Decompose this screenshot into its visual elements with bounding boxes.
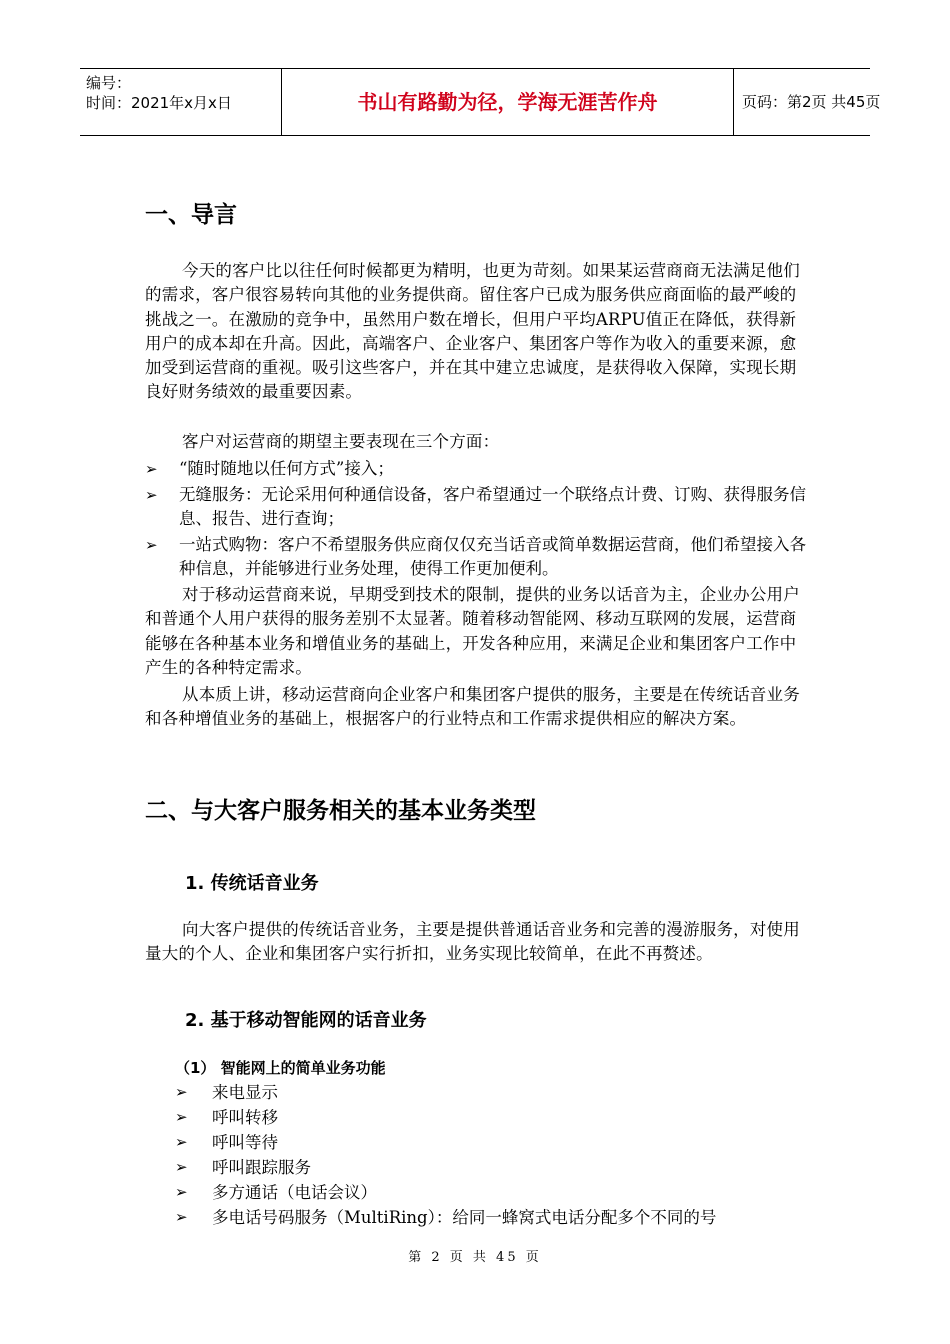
subsubsection-title-simple-functions: （1） 智能网上的简单业务功能	[175, 1059, 386, 1077]
arrow-bullet-icon: ➢	[175, 1083, 188, 1101]
arrow-bullet-icon: ➢	[175, 1158, 188, 1176]
header-motto: 书山有路勤为径，学海无涯苦作舟	[282, 69, 734, 135]
subsection-title-traditional-voice: 1. 传统话音业务	[185, 873, 319, 894]
page-header	[80, 68, 881, 136]
traditional-voice-paragraph: 向大客户提供的传统话音业务，主要是提供普通话音业务和完善的漫游服务，对使用量大的个人、企业和集团客户实行折扣，业务实现比较简单，在此不再赘述。	[145, 920, 800, 964]
intro-bullet-3: ➢ 一站式购物：客户不希望服务供应商仅仅充当话音或简单数据运营商，他们希望接入各种信息，并能够进行业务处理，使得工作更加便利。	[145, 535, 806, 579]
header-meta	[80, 69, 282, 135]
list-item: ➢ 来电显示	[175, 1080, 815, 1105]
subsection-title-intelligent-network: 2. 基于移动智能网的话音业务	[185, 1010, 427, 1031]
intro-paragraph-2: 客户对运营商的期望主要表现在三个方面：	[182, 432, 500, 451]
header-number: 编号：	[86, 74, 132, 92]
arrow-bullet-icon: ➢	[175, 1183, 188, 1201]
list-item: ➢ 多电话号码服务（MultiRing）：给同一蜂窝式电话分配多个不同的号	[175, 1205, 815, 1230]
list-item: ➢ 呼叫跟踪服务	[175, 1155, 815, 1180]
intro-paragraph-1: 今天的客户比以往任何时候都更为精明，也更为苛刻。如果某运营商商无法满足他们的需求，客户很容易转向其他的业务提供商。留住客户已成为服务供应商面临的最严峻的挑战之一。在激励的竞争中，虽然用户数在增长，但用户平均ARPU值正在降低，获得新用户的成本却在升高。因此，高端客户、企业客户、集团客户等作为收入的重要来源，愈加受到运营商的重视。吸引这些客户，并在其中建立忠诚度，是获得收入保障，实现长期良好财务绩效的最重要因素。	[145, 261, 800, 402]
section-title-intro: 一、导言	[145, 202, 237, 228]
arrow-bullet-icon: ➢	[145, 536, 158, 554]
intro-paragraph-3: 对于移动运营商来说，早期受到技术的限制，提供的业务以话音为主，企业办公用户和普通个人用户获得的服务差别不太显著。随着移动智能网、移动互联网的发展，运营商能够在各种基本业务和增值业务的基础上，开发各种应用，来满足企业和集团客户工作中产生的各种特定需求。	[145, 585, 800, 677]
arrow-bullet-icon: ➢	[175, 1208, 188, 1226]
header-page-info: 页码：第2页 共45页	[742, 93, 881, 111]
intro-paragraph-4: 从本质上讲，移动运营商向企业客户和集团客户提供的服务，主要是在传统话音业务和各种增值业务的基础上，根据客户的行业特点和工作需求提供相应的解决方案。	[145, 685, 800, 729]
section-title-basic-services: 二、与大客户服务相关的基本业务类型	[145, 798, 536, 824]
arrow-bullet-icon: ➢	[175, 1133, 188, 1151]
list-item: ➢ 呼叫等待	[175, 1130, 815, 1155]
arrow-bullet-icon: ➢	[145, 460, 158, 478]
header-date: 时间：2021年x月x日	[86, 94, 232, 112]
page-footer: 第 2 页 共 45 页	[408, 1250, 542, 1265]
list-item: ➢ 呼叫转移	[175, 1105, 815, 1130]
list-item: ➢ 多方通话（电话会议）	[175, 1180, 815, 1205]
arrow-bullet-icon: ➢	[145, 486, 158, 504]
intro-bullet-1: ➢ “随时随地以任何方式”接入；	[145, 457, 820, 481]
arrow-bullet-icon: ➢	[175, 1108, 188, 1126]
intro-bullet-2: ➢ 无缝服务：无论采用何种通信设备，客户希望通过一个联络点计费、订购、获得服务信息、报告、进行查询；	[145, 485, 806, 529]
